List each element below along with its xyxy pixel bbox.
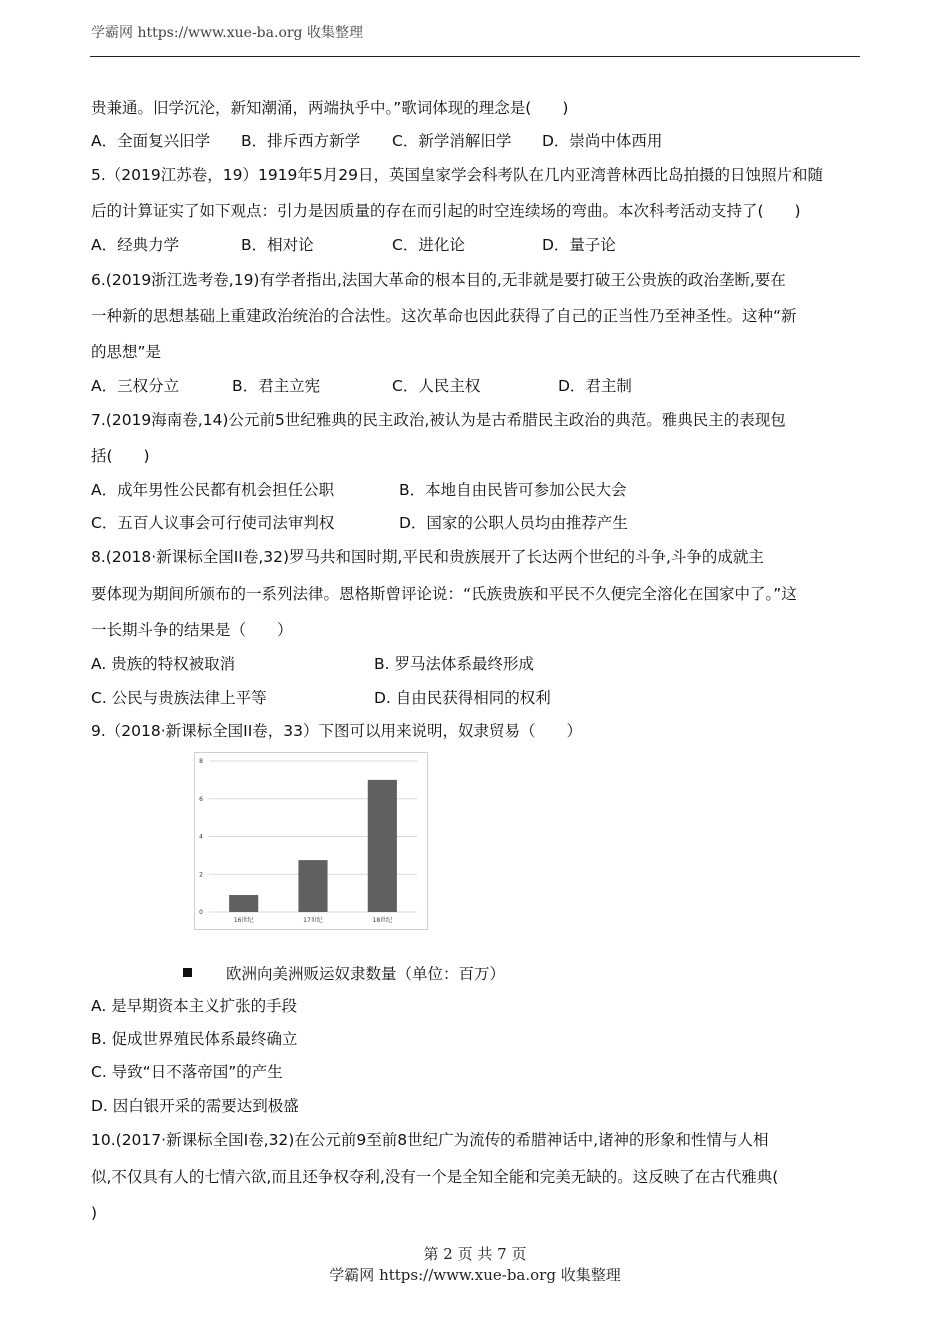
option-c: C．进化论 [392,236,465,254]
option-b: B．本地自由民皆可参加公民大会 [399,481,627,499]
question-8-stem-line-3: 一长期斗争的结果是（ ） [91,621,293,639]
chart-bar-0 [229,895,258,912]
option-a: A．三权分立 [91,377,180,395]
option-d: D．量子论 [542,236,616,254]
chart-x-tick-label-1: 17世纪 [303,917,323,924]
option-a: A. 贵族的特权被取消 [91,655,236,673]
question-9-option-b: B. 促成世界殖民体系最终确立 [91,1030,298,1048]
question-9-option-a: A. 是早期资本主义扩张的手段 [91,997,298,1015]
chart-x-tick-label-0: 16世纪 [233,917,254,924]
question-5-stem-line-2: 后的计算证实了如下观点：引力是因质量的存在而引起的时空连续场的弯曲。本次科考活动支持了( ) [91,202,801,220]
page-header: 学霸网 https://www.xue-ba.org 收集整理 [91,25,363,41]
question-7-stem-line-2: 括( ) [91,447,150,465]
question-9-stem: 9.（2018·新课标全国II卷，33）下图可以用来说明，奴隶贸易（ ） [91,722,583,740]
question-6-stem-line-2: 一种新的思想基础上重建政治统治的合法性。这次革命也因此获得了自己的正当性乃至神圣性。这种“新 [91,307,797,325]
question-10-stem-line-1: 10.(2017·新课标全国I卷,32)在公元前9至前8世纪广为流传的希腊神话中,诸神的形象和性情与人相 [91,1131,769,1149]
question-10-stem-line-3: ) [91,1204,98,1222]
option-d: D．国家的公职人员均由推荐产生 [399,514,628,532]
option-b: B．君主立宪 [232,377,321,395]
question-10-stem-line-2: 似,不仅具有人的七情六欲,而且还争权夺利,没有一个是全知全能和完美无缺的。这反映了在古代雅典( [91,1168,779,1186]
question-6-stem-line-1: 6.(2019浙江选考卷,19)有学者指出,法国大革命的根本目的,无非就是要打破王公贵族的政治垄断,要在 [91,271,786,289]
chart-y-tick-label-0: 0 [199,909,203,916]
chart-y-tick-label-1: 2 [199,871,203,879]
option-c: C. 公民与贵族法律上平等 [91,689,267,707]
option-c: C．五百人议事会可行使司法审判权 [91,514,335,532]
option-c: C．人民主权 [392,377,481,395]
option-d: D．君主制 [558,377,632,395]
option-b: B．排斥西方新学 [241,132,361,150]
question-9-option-c: C. 导致“日不落帝国”的产生 [91,1063,283,1081]
option-b: B. 罗马法体系最终形成 [374,655,534,673]
question-5-stem-line-1: 5.（2019江苏卷，19）1919年5月29日，英国皇家学会科考队在几内亚湾普林西比岛拍摄的日蚀照片和随 [91,166,823,184]
question-9-option-d: D. 因白银开采的需要达到极盛 [91,1097,299,1115]
chart-y-tick-label-2: 4 [199,833,203,841]
question-8-stem-line-2: 要体现为期间所颁布的一系列法律。恩格斯曾评论说：“氏族贵族和平民不久便完全溶化在国家中了。”这 [91,585,797,603]
question-4-stem-end: 贵兼通。旧学沉沦，新知潮涌，两端执乎中。”歌词体现的理念是( ) [91,99,569,117]
option-a: A．全面复兴旧学 [91,132,211,150]
header-divider [90,56,860,57]
page-footer: 学霸网 https://www.xue-ba.org 收集整理 [329,1266,621,1284]
chart-legend [183,962,505,984]
legend-square-marker [183,968,192,977]
chart-x-tick-label-2: 18世纪 [372,917,393,924]
option-a: A．经典力学 [91,236,180,254]
question-8-stem-line-1: 8.(2018·新课标全国II卷,32)罗马共和国时期,平民和贵族展开了长达两个世纪的斗争,斗争的成就主 [91,548,764,566]
page-number: 第 2 页 共 7 页 [423,1245,527,1263]
chart-y-tick-label-3: 6 [199,795,203,803]
slave-trade-bar-chart [194,752,428,930]
option-a: A．成年男性公民都有机会担任公职 [91,481,335,499]
option-d: D．崇尚中体西用 [542,132,663,150]
option-b: B．相对论 [241,236,314,254]
question-7-stem-line-1: 7.(2019海南卷,14)公元前5世纪雅典的民主政治,被认为是古希腊民主政治的典范。雅典民主的表现包 [91,411,786,429]
question-6-stem-line-3: 的思想”是 [91,343,162,361]
chart-svg [195,753,427,929]
option-c: C．新学消解旧学 [392,132,512,150]
chart-bar-2 [368,780,397,912]
option-d: D. 自由民获得相同的权利 [374,689,551,707]
chart-y-tick-label-4: 8 [199,758,203,765]
chart-bar-1 [298,860,327,912]
legend-label: 欧洲向美洲贩运奴隶数量（单位：百万） [226,965,506,983]
